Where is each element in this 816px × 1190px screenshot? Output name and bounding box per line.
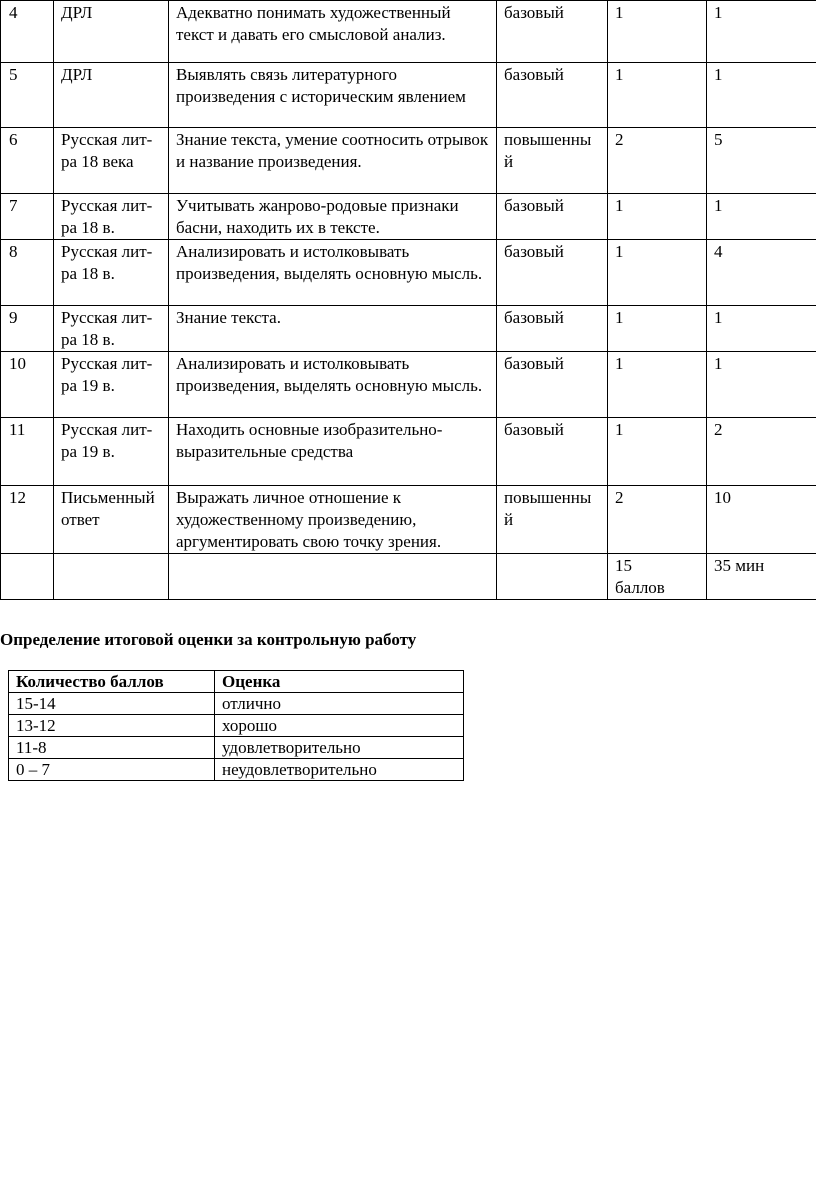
row-points: 2: [707, 418, 816, 486]
row-tasks: 2: [608, 486, 707, 554]
row-level: базовый: [497, 418, 608, 486]
row-number: 12: [1, 486, 54, 554]
row-points: 1: [707, 352, 816, 418]
points-range: 13-12: [9, 715, 215, 737]
row-level: базовый: [497, 240, 608, 306]
row-skill: Выражать личное отношение к художественному произведению, аргументировать свою точку зрения.: [169, 486, 497, 554]
empty-cell: [497, 554, 608, 600]
row-skill: Знание текста, умение соотносить отрывок и название произведения.: [169, 128, 497, 194]
row-tasks: 1: [608, 352, 707, 418]
row-tasks: 1: [608, 63, 707, 128]
row-level: повышенный: [497, 486, 608, 554]
row-points: 1: [707, 306, 816, 352]
row-section: Русская лит-ра 18 в.: [54, 306, 169, 352]
row-number: 7: [1, 194, 54, 240]
row-tasks: 1: [608, 1, 707, 63]
table-row: [1, 128, 816, 194]
row-level: базовый: [497, 1, 608, 63]
table-row: [1, 240, 816, 306]
row-number: 9: [1, 306, 54, 352]
grade-value: хорошо: [215, 715, 464, 737]
row-points: 1: [707, 194, 816, 240]
row-tasks: 1: [608, 306, 707, 352]
row-skill: Выявлять связь литературного произведения с историческим явлением: [169, 63, 497, 128]
grading-title: Определение итоговой оценки за контрольную работу: [0, 630, 417, 649]
grade-value: неудовлетворительно: [215, 759, 464, 781]
row-number: 6: [1, 128, 54, 194]
row-skill: Анализировать и истолковывать произведения, выделять основную мысль.: [169, 352, 497, 418]
grading-header-row: [9, 671, 464, 693]
points-header: Количество баллов: [9, 671, 215, 693]
grading-table: [8, 670, 464, 781]
grade-header: Оценка: [215, 671, 464, 693]
row-level: базовый: [497, 194, 608, 240]
row-skill: Знание текста.: [169, 306, 497, 352]
grading-row: [9, 759, 464, 781]
empty-cell: [169, 554, 497, 600]
row-points: 4: [707, 240, 816, 306]
table-row: [1, 306, 816, 352]
row-level: базовый: [497, 306, 608, 352]
row-tasks: 1: [608, 240, 707, 306]
grade-value: удовлетворительно: [215, 737, 464, 759]
row-points: 1: [707, 63, 816, 128]
row-skill: Анализировать и истолковывать произведения, выделять основную мысль.: [169, 240, 497, 306]
grading-row: [9, 737, 464, 759]
row-number: 5: [1, 63, 54, 128]
total-time: 35 мин: [707, 554, 816, 600]
row-number: 8: [1, 240, 54, 306]
row-section: Русская лит-ра 19 в.: [54, 418, 169, 486]
empty-cell: [1, 554, 54, 600]
grading-row: [9, 693, 464, 715]
table-row: [1, 1, 816, 63]
row-section: Письменный ответ: [54, 486, 169, 554]
row-section: Русская лит-ра 19 в.: [54, 352, 169, 418]
row-points: 5: [707, 128, 816, 194]
row-number: 4: [1, 1, 54, 63]
points-range: 0 – 7: [9, 759, 215, 781]
table-row: [1, 352, 816, 418]
row-points: 1: [707, 1, 816, 63]
row-skill: Адекватно понимать художественный текст и давать его смысловой анализ.: [169, 1, 497, 63]
row-skill: Учитывать жанрово-родовые признаки басни, находить их в тексте.: [169, 194, 497, 240]
table-row: [1, 194, 816, 240]
row-points: 10: [707, 486, 816, 554]
points-range: 15-14: [9, 693, 215, 715]
points-range: 11-8: [9, 737, 215, 759]
row-level: базовый: [497, 63, 608, 128]
grade-value: отлично: [215, 693, 464, 715]
row-level: базовый: [497, 352, 608, 418]
row-number: 11: [1, 418, 54, 486]
row-section: Русская лит-ра 18 века: [54, 128, 169, 194]
table-row: [1, 63, 816, 128]
row-tasks: 1: [608, 418, 707, 486]
row-level: повышенный: [497, 128, 608, 194]
row-section: ДРЛ: [54, 1, 169, 63]
row-section: Русская лит-ра 18 в.: [54, 194, 169, 240]
row-number: 10: [1, 352, 54, 418]
empty-cell: [54, 554, 169, 600]
row-section: ДРЛ: [54, 63, 169, 128]
total-score: 15 баллов: [608, 554, 707, 600]
row-skill: Находить основные изобразительно-выразительные средства: [169, 418, 497, 486]
row-section: Русская лит-ра 18 в.: [54, 240, 169, 306]
row-tasks: 2: [608, 128, 707, 194]
total-row: [1, 554, 816, 600]
table-row: [1, 418, 816, 486]
grading-row: [9, 715, 464, 737]
table-row: [1, 486, 816, 554]
row-tasks: 1: [608, 194, 707, 240]
